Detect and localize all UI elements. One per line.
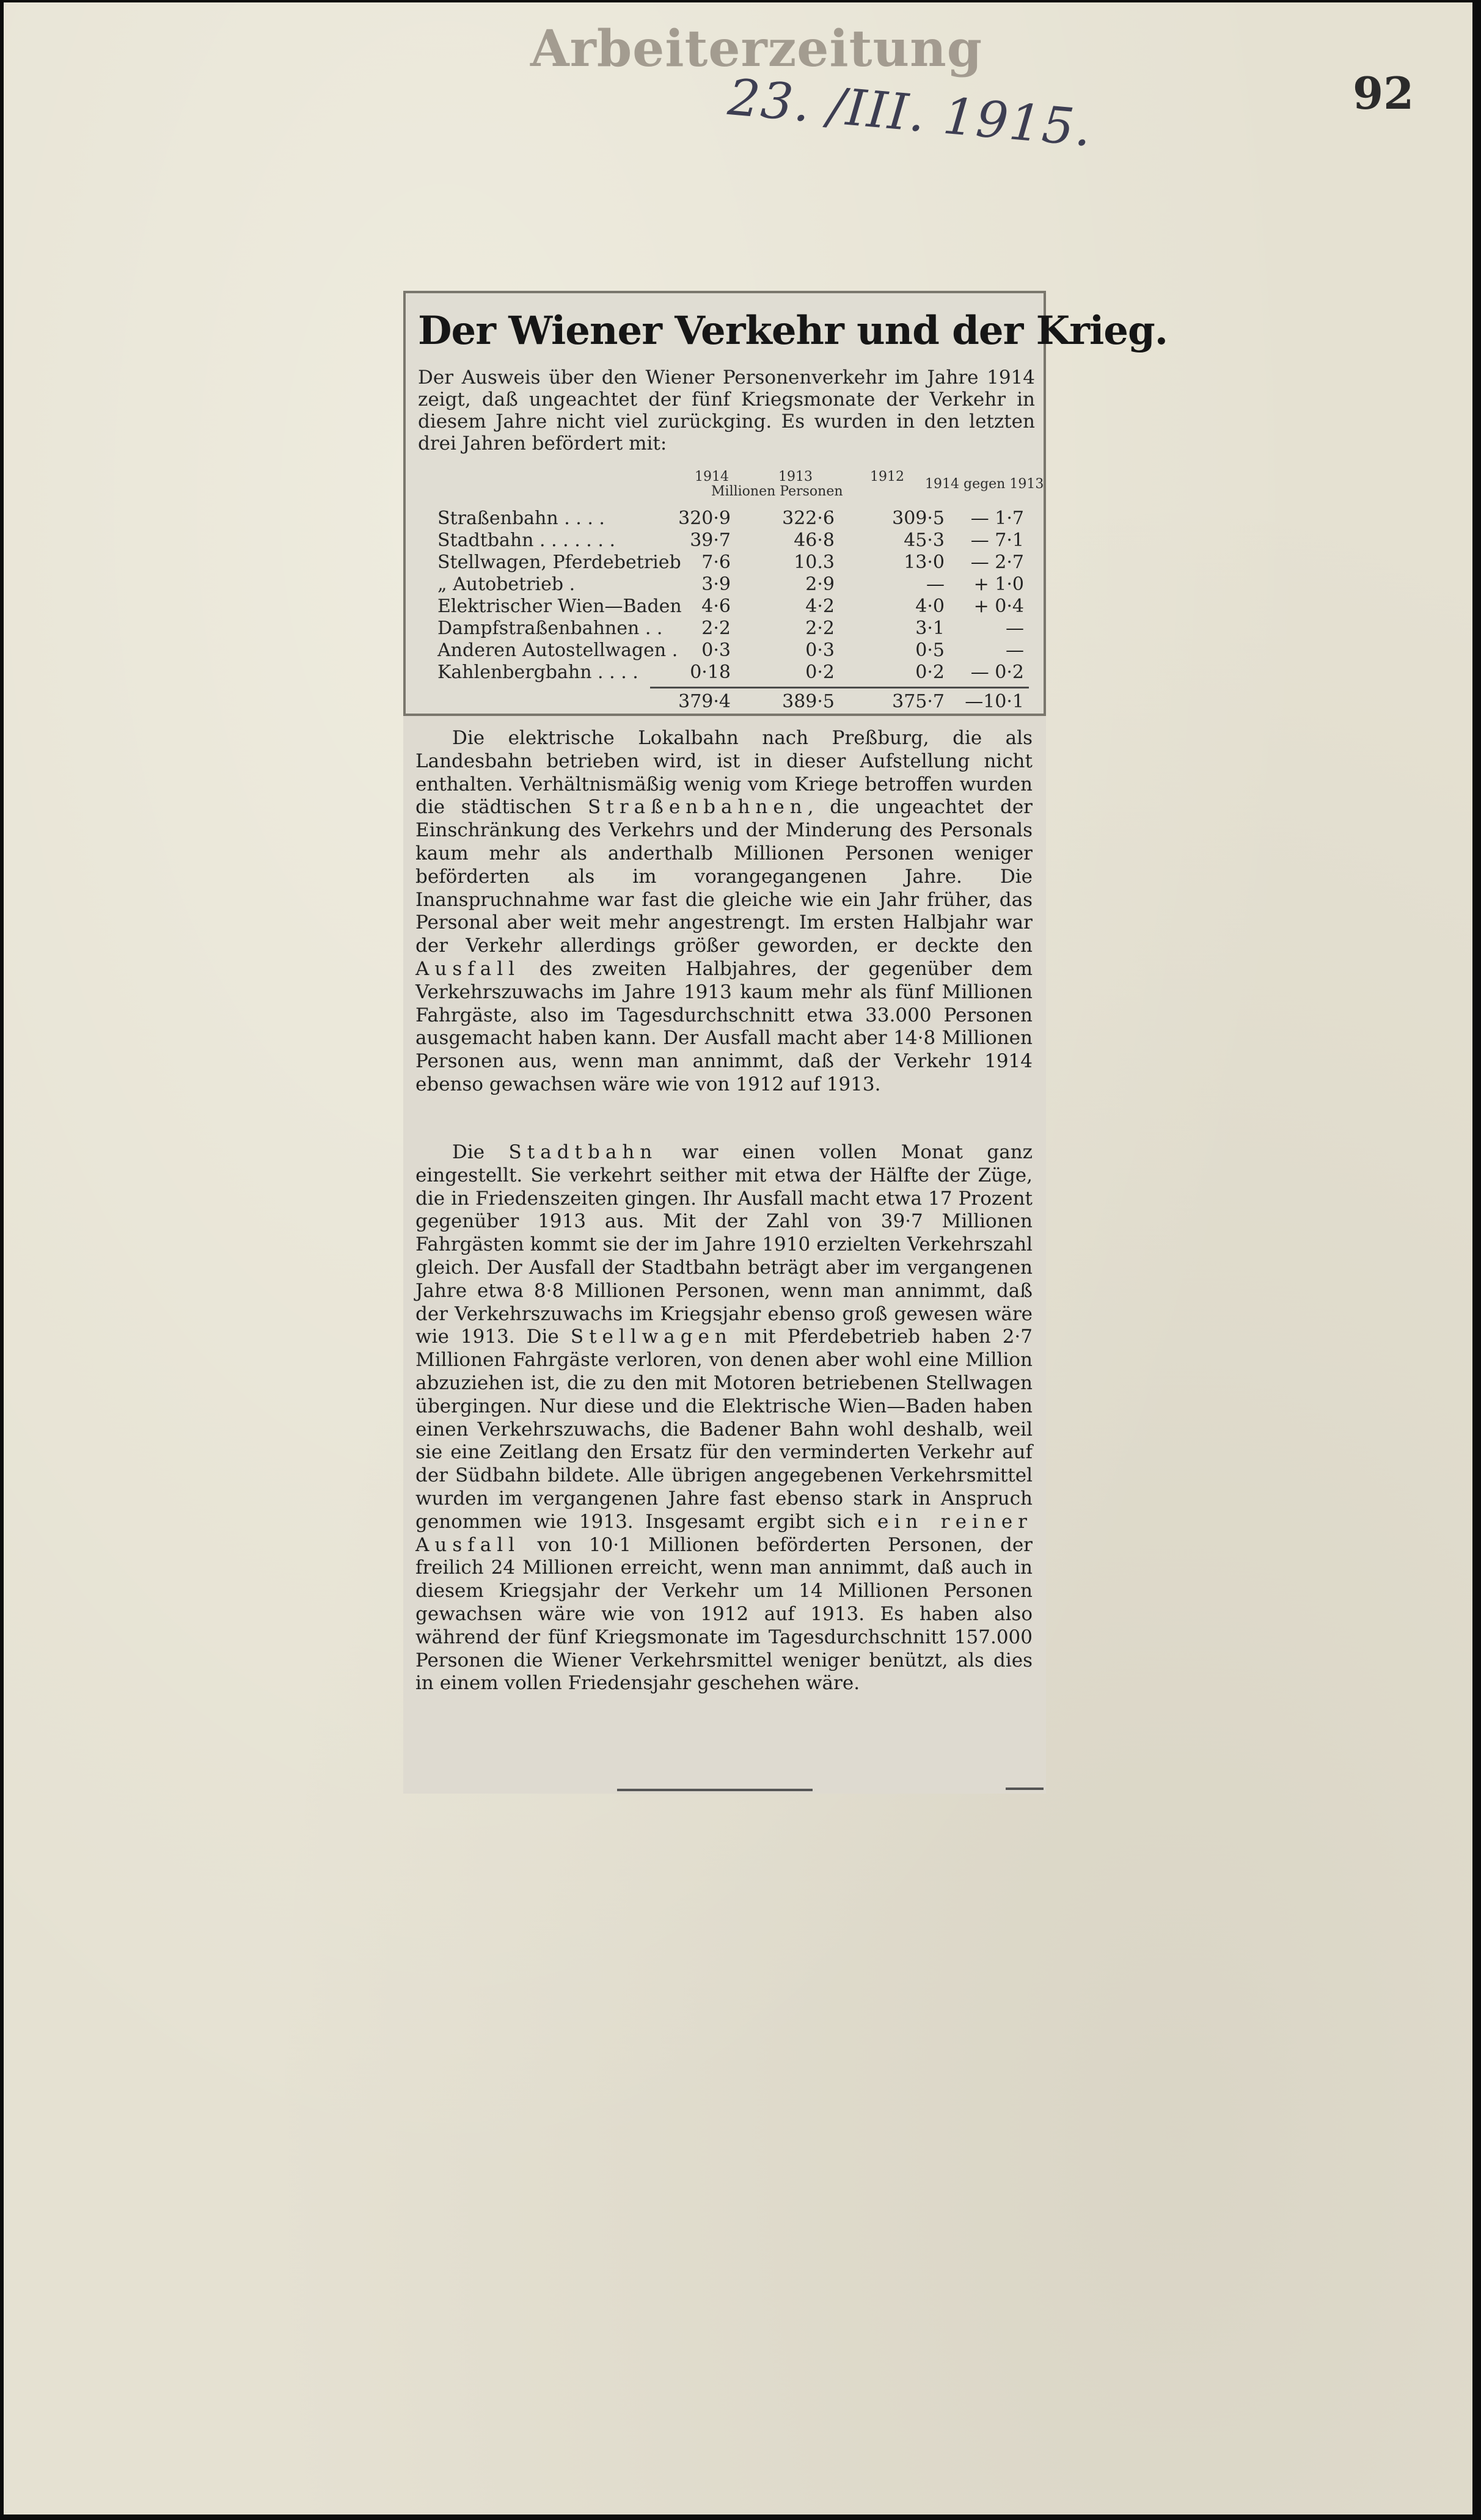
value-diff: — 7·1: [970, 530, 1024, 551]
article-headline: Der Wiener Verkehr und der Krieg.: [418, 308, 1168, 354]
value-1912: 45·3: [904, 530, 945, 551]
row-label: Anderen Autostellwagen .: [437, 640, 678, 661]
value-1913: 46·8: [794, 530, 835, 551]
total-diff: —10·1: [965, 691, 1024, 712]
value-1912: 4·0: [915, 596, 945, 617]
value-1912: 0·2: [915, 662, 945, 683]
table-row: [437, 574, 1024, 595]
col-header-1913: 1913: [778, 469, 813, 484]
newspaper-clipping: [403, 291, 1168, 1794]
table-totals-row: [437, 692, 1024, 712]
paragraph-text: Die elektrische Lokalbahn nach Preßburg, die als Landesbahn betrieben wird, ist in dieser Aufstellung nicht enthalten. Verhältnismäßig wenig vom Kriege betroffen wurden die städtischen: [415, 727, 1033, 819]
totals-rule: [650, 687, 1029, 688]
row-label: Dampfstraßenbahnen . .: [437, 618, 663, 639]
value-1912: 13·0: [904, 552, 945, 573]
article-paragraph-1: [415, 727, 1033, 1097]
clipping-header-box: [403, 291, 1168, 716]
value-1914: 4·6: [701, 596, 731, 617]
value-1914: 2·2: [701, 618, 731, 639]
table-row: [437, 530, 1024, 551]
newspaper-stamp: Arbeiterzeitung: [530, 20, 983, 78]
value-1913: 2·2: [805, 618, 835, 639]
total-1912: 375·7: [892, 691, 945, 712]
row-label: „ Autobetrieb .: [437, 574, 576, 595]
value-diff: — 2·7: [970, 552, 1024, 573]
paragraph-text: Die: [452, 1141, 509, 1163]
article-intro: Der Ausweis über den Wiener Personenverkehr im Jahre 1914 zeigt, daß ungeachtet der fünf Kriegsmonate der Verkehr in diesem Jahre nicht viel zurückging. Es wurden in den letzten drei Jahren befördert mit:: [418, 367, 1035, 455]
value-1913: 0·3: [805, 640, 835, 661]
value-diff: + 1·0: [973, 574, 1024, 595]
handwritten-date: 23. /III. 1915.: [725, 68, 1095, 158]
row-label: Kahlenbergbahn . . . .: [437, 662, 638, 683]
value-1912: 0·5: [915, 640, 945, 661]
value-1914: 320·9: [678, 508, 731, 529]
paragraph-text: war einen vollen Monat ganz eingestellt. Sie verkehrt seither mit etwa der Hälfte der Züge, die in Friedenszeiten gingen. Ihr Ausfall macht etwa 17 Prozent gegenüber 1913 aus. Mit der Zahl von 39·7 Millionen Fahrgästen kommt sie der im Jahre 1910 erzielten Verkehrszahl gleich. Der Ausfall der Stadtbahn beträgt aber im vergangenen Jahre etwa 8·8 Millionen Personen, wenn man annimmt, daß der Verkehrszuwachs im Kriegsjahr ebenso groß gewesen wäre wie 1913. Die: [415, 1141, 1033, 1348]
spaced-emphasis: ein reiner Ausfall: [415, 1510, 1033, 1556]
value-diff: — 0·2: [970, 662, 1024, 683]
total-1914: 379·4: [678, 691, 731, 712]
value-1912: 309·5: [892, 508, 945, 529]
row-label: Straßenbahn . . . .: [437, 508, 605, 529]
col-header-1912: 1912: [870, 469, 904, 484]
value-diff: — 1·7: [970, 508, 1024, 529]
end-rule-right: [1006, 1788, 1044, 1790]
paragraph-text: mit Pferdebetrieb haben 2·7 Millionen Fahrgäste verloren, von denen aber wohl eine Million abzuziehen ist, die zu den mit Motoren betriebenen Stellwagen übergingen. Nur diese und die Elektrische Wien—Baden haben einen Verkehrszuwachs, die Badener Bahn wohl deshalb, weil sie eine Zeitlang den Ersatz für den verminderten Verkehr auf der Südbahn bildete. Alle übrigen angegebenen Verkehrsmittel wurden im vergangenen Jahre fast ebenso stark in Anspruch genommen wie 1913. Insgesamt ergibt sich: [415, 1326, 1033, 1533]
table-row: [437, 596, 1024, 617]
value-1914: 39·7: [690, 530, 731, 551]
row-label: Elektrischer Wien—Baden: [437, 596, 682, 617]
value-1913: 2·9: [805, 574, 835, 595]
table-row: [437, 662, 1024, 683]
total-1913: 389·5: [782, 691, 835, 712]
row-label: Stellwagen, Pferdebetrieb: [437, 552, 681, 573]
value-1913: 322·6: [782, 508, 835, 529]
archive-sheet: [4, 2, 1472, 2515]
col-header-unit: Millionen Personen: [711, 484, 843, 499]
value-1914: 7·6: [701, 552, 731, 573]
value-1912: 3·1: [915, 618, 945, 639]
article-paragraph-2: [415, 1141, 1033, 1695]
spaced-emphasis: Straßenbahnen: [588, 796, 808, 819]
paragraph-text: , die ungeachtet der Einschränkung des Verkehrs und der Minderung des Personals kaum mehr als anderthalb Millionen Personen weniger beförderten als im vorangegangenen Jahre. Die Inanspruchnahme war fast die gleiche wie ein Jahr früher, das Personal aber weit mehr angestrengt. Im ersten Halbjahr war der Verkehr allerdings größer geworden, er deckte den: [415, 796, 1033, 957]
table-row: [437, 552, 1024, 573]
table-row: [437, 508, 1024, 529]
col-header-1914: 1914: [695, 469, 729, 484]
value-1914: 0·18: [690, 662, 731, 683]
value-1913: 4·2: [805, 596, 835, 617]
value-diff: + 0·4: [973, 596, 1024, 617]
table-row: [437, 640, 1024, 661]
value-1914: 0·3: [701, 640, 731, 661]
col-header-diff: 1914 gegen 1913: [925, 477, 1044, 492]
value-1914: 3·9: [701, 574, 731, 595]
spaced-emphasis: Ausfall: [415, 957, 521, 980]
table-row: [437, 618, 1024, 639]
paragraph-text: des zweiten Halbjahres, der gegenüber dem Verkehrszuwachs im Jahre 1913 kaum mehr als fünf Millionen Fahrgäste, also im Tagesdurchschnitt etwa 33.000 Personen ausgemacht haben kann. Der Ausfall macht aber 14·8 Millionen Personen aus, wenn man annimmt, daß der Verkehr 1914 ebenso gewachsen wäre wie von 1912 auf 1913.: [415, 957, 1033, 1095]
value-1913: 10.3: [794, 552, 835, 573]
page-number: 92: [1353, 67, 1414, 119]
spaced-emphasis: Stellwagen: [570, 1326, 733, 1348]
end-rule: [617, 1789, 813, 1791]
row-label: Stadtbahn . . . . . . .: [437, 530, 615, 551]
value-1913: 0·2: [805, 662, 835, 683]
paragraph-text: von 10·1 Millionen beförderten Personen, der freilich 24 Millionen erreicht, wenn man annimmt, daß auch in diesem Kriegsjahr der Verkehr um 14 Millionen Personen gewachsen wäre wie von 1912 auf 1913. Es haben also während der fünf Kriegsmonate im Tagesdurchschnitt 157.000 Personen die Wiener Verkehrsmittel weniger benützt, als dies in einem vollen Friedensjahr geschehen wäre.: [415, 1533, 1033, 1695]
value-1912: —: [926, 574, 945, 595]
value-diff: —: [1006, 640, 1024, 661]
value-diff: —: [1006, 618, 1024, 639]
spaced-emphasis: Stadtbahn: [508, 1141, 658, 1163]
